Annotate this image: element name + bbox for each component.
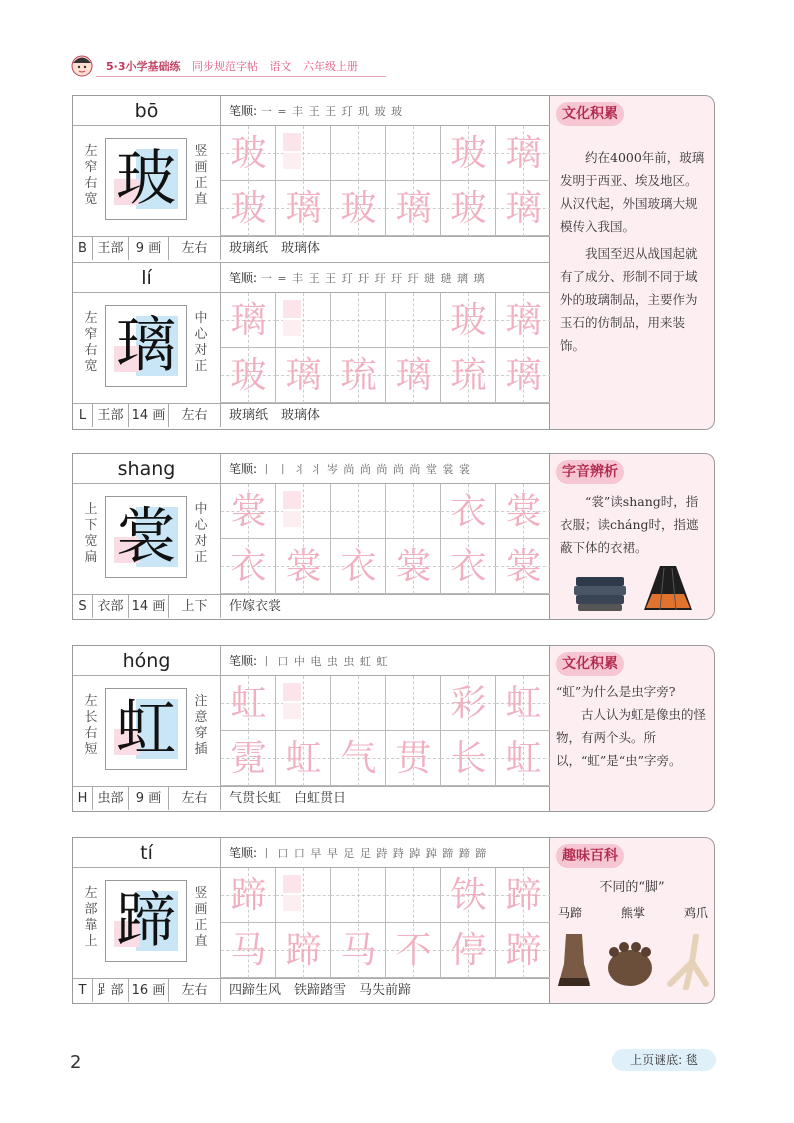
section-hong: [72, 645, 550, 812]
practice-cell[interactable]: [276, 126, 331, 181]
right-tip: 中心对正: [194, 311, 208, 374]
practice-cell[interactable]: [441, 484, 496, 539]
stroke-sequence: 丨 口 口 早 早 足 足 跱 跱 踔 踔 蹄 蹄 蹄: [260, 847, 488, 860]
practice-cell[interactable]: [276, 181, 331, 236]
practice-cell[interactable]: [496, 126, 551, 181]
practice-cell[interactable]: [496, 676, 551, 731]
trace-character: 衣: [450, 546, 487, 587]
pinyin: shang: [73, 454, 221, 484]
trace-character: 气: [340, 738, 377, 779]
skirt-image: [642, 564, 694, 614]
structure: 左右: [169, 979, 221, 1002]
trace-character: 琉: [340, 355, 377, 396]
index-letter: B: [73, 237, 93, 260]
practice-cell[interactable]: [386, 731, 441, 786]
model-character-box: [105, 688, 187, 770]
trace-character: [276, 868, 331, 923]
mascot-icon: [70, 54, 96, 78]
practice-cell[interactable]: [441, 181, 496, 236]
panel-fun: [550, 837, 715, 1004]
model-character: 蹄: [116, 886, 176, 956]
practice-cell[interactable]: [441, 868, 496, 923]
left-tip: 左窄右宽: [84, 311, 98, 374]
panel-culture-2: [550, 645, 715, 812]
character-info: [73, 786, 551, 810]
character-box: [73, 126, 221, 236]
stroke-order: [221, 646, 551, 676]
stroke-count: 14 画: [129, 404, 169, 427]
practice-cell[interactable]: [496, 293, 551, 348]
stroke-count: 9 画: [129, 787, 169, 810]
entry-li: [73, 262, 551, 427]
practice-cell[interactable]: [276, 293, 331, 348]
practice-cell[interactable]: [331, 731, 386, 786]
practice-cell[interactable]: [221, 126, 276, 181]
trace-character: [331, 676, 386, 731]
stroke-label: 笔顺:: [229, 462, 258, 476]
practice-cell[interactable]: [331, 293, 386, 348]
series-name: 5·3小学基础练: [106, 60, 181, 73]
practice-grid: [221, 126, 551, 236]
practice-cell[interactable]: [496, 868, 551, 923]
practice-cell[interactable]: [276, 484, 331, 539]
culture2-text: 古人认为虹是像虫的怪物，有两个头。所以，“虹”是“虫”字旁。: [556, 707, 707, 768]
fun-subtitle: 不同的“脚”: [599, 880, 665, 895]
practice-cell[interactable]: [221, 676, 276, 731]
character-info: [73, 978, 551, 1002]
clothes-image: [572, 569, 628, 613]
chicken-claw-label: 鸡爪: [683, 906, 708, 920]
character-box: [73, 293, 221, 403]
practice-cell[interactable]: [331, 676, 386, 731]
practice-grid: [221, 484, 551, 594]
section-boli: [72, 95, 550, 430]
trace-character: 玻: [230, 133, 267, 174]
trace-character: 贯: [395, 738, 432, 779]
stroke-order: [221, 96, 551, 126]
practice-cell[interactable]: [386, 539, 441, 594]
practice-cell[interactable]: [221, 923, 276, 978]
trace-character: 蹄: [285, 930, 322, 971]
left-tip: 左长右短: [84, 694, 98, 757]
trace-character: 虹: [230, 683, 267, 724]
trace-character: [386, 484, 441, 539]
page-number: 2: [70, 1052, 82, 1073]
entry-bo: [73, 96, 551, 260]
practice-cell[interactable]: [386, 293, 441, 348]
horse-hoof-image: [554, 934, 594, 990]
practice-cell[interactable]: [221, 539, 276, 594]
stroke-order: [221, 263, 551, 293]
page-header: [70, 54, 390, 78]
index-letter: S: [73, 595, 93, 618]
left-tip: 左窄右宽: [84, 144, 98, 207]
panel-culture-1: [550, 95, 715, 430]
pinyin: bō: [73, 96, 221, 126]
practice-cell[interactable]: [276, 539, 331, 594]
practice-cell[interactable]: [386, 868, 441, 923]
practice-grid: [221, 676, 551, 786]
practice-cell[interactable]: [441, 348, 496, 403]
practice-grid: [221, 868, 551, 978]
practice-cell[interactable]: [221, 731, 276, 786]
trace-character: 琉: [450, 355, 487, 396]
word-examples: 玻璃纸 玻璃体: [229, 408, 321, 423]
practice-cell[interactable]: [221, 348, 276, 403]
character-box: [73, 676, 221, 786]
left-tip: 左部靠上: [84, 886, 98, 949]
practice-cell[interactable]: [221, 181, 276, 236]
trace-character: 虹: [505, 683, 542, 724]
trace-character: 玻: [230, 355, 267, 396]
trace-character: 玻: [450, 133, 487, 174]
model-character: 璃: [116, 311, 176, 381]
panel-title: 文化积累: [556, 652, 624, 676]
practice-cell[interactable]: [331, 484, 386, 539]
character-box: [73, 484, 221, 594]
practice-cell[interactable]: [331, 348, 386, 403]
trace-character: [276, 293, 331, 348]
trace-character: 衣: [450, 491, 487, 532]
right-tip: 竖画正直: [194, 886, 208, 949]
index-letter: H: [73, 787, 93, 810]
trace-character: 马: [340, 930, 377, 971]
model-character-box: [105, 138, 187, 220]
trace-character: 虹: [285, 738, 322, 779]
trace-character: 璃: [505, 355, 542, 396]
trace-character: 璃: [395, 188, 432, 229]
practice-cell[interactable]: [496, 539, 551, 594]
practice-cell[interactable]: [496, 731, 551, 786]
culture1-p1: 约在4000年前，玻璃发明于西亚、埃及地区。从汉代起，外国玻璃大规模传入我国。: [560, 150, 705, 234]
trace-character: 霓: [230, 738, 267, 779]
practice-cell[interactable]: [221, 293, 276, 348]
trace-character: 璃: [505, 188, 542, 229]
trace-character: 璃: [395, 355, 432, 396]
practice-cell[interactable]: [441, 676, 496, 731]
trace-character: 璃: [505, 133, 542, 174]
trace-character: 裳: [505, 546, 542, 587]
practice-cell[interactable]: [331, 181, 386, 236]
section-ti: [72, 837, 550, 1004]
stroke-label: 笔顺:: [229, 104, 258, 118]
trace-character: 玻: [230, 188, 267, 229]
stroke-sequence: 丨 丨 丬 丬 岑 尚 尚 尚 尚 尚 堂 裳 裳: [260, 463, 471, 476]
model-character-box: [105, 305, 187, 387]
panel-title: 趣味百科: [556, 844, 624, 868]
practice-cell[interactable]: [386, 923, 441, 978]
practice-cell[interactable]: [331, 126, 386, 181]
practice-cell[interactable]: [441, 923, 496, 978]
trace-character: [276, 676, 331, 731]
stroke-sequence: 一 = 丰 王 王 玎 玑 玻 玻: [260, 105, 404, 118]
subject: 语文: [269, 60, 292, 73]
practice-cell[interactable]: [441, 539, 496, 594]
stroke-count: 16 画: [129, 979, 169, 1002]
word-examples: 玻璃纸 玻璃体: [229, 241, 321, 256]
trace-character: [331, 126, 386, 181]
word-examples: 气贯长虹 白虹贯日: [229, 791, 347, 806]
practice-cell[interactable]: [276, 731, 331, 786]
radical: 衣部: [93, 595, 129, 618]
trace-character: 马: [230, 930, 267, 971]
practice-cell[interactable]: [386, 126, 441, 181]
left-tip: 上下宽扁: [84, 502, 98, 565]
pinyin: hóng: [73, 646, 221, 676]
index-letter: T: [73, 979, 93, 1002]
trace-character: 玻: [450, 300, 487, 341]
sound-text: “裳”读shang时，指衣服；读cháng时，指遮蔽下体的衣裙。: [560, 494, 699, 555]
practice-cell[interactable]: [331, 868, 386, 923]
trace-character: [331, 868, 386, 923]
practice-cell[interactable]: [276, 676, 331, 731]
trace-character: 蹄: [505, 875, 542, 916]
practice-cell[interactable]: [331, 923, 386, 978]
practice-cell[interactable]: [386, 676, 441, 731]
stroke-sequence: 一 = 丰 王 王 玎 玗 玗 玗 玗 琎 琎 璃 璃: [260, 272, 486, 285]
trace-character: 玻: [450, 188, 487, 229]
entry-shang: [73, 454, 551, 618]
index-letter: L: [73, 404, 93, 427]
trace-character: [331, 484, 386, 539]
practice-cell[interactable]: [441, 293, 496, 348]
stroke-label: 笔顺:: [229, 846, 258, 860]
bear-paw-image: [604, 938, 656, 990]
trace-character: [386, 126, 441, 181]
panel-title: 文化积累: [556, 102, 624, 126]
culture2-question: “虹”为什么是虫字旁?: [556, 684, 676, 699]
right-tip: 竖画正直: [194, 144, 208, 207]
practice-cell[interactable]: [386, 348, 441, 403]
right-tip: 注意穿插: [194, 694, 208, 757]
trace-character: 停: [450, 930, 487, 971]
practice-cell[interactable]: [221, 868, 276, 923]
panel-title: 字音辨析: [556, 460, 624, 484]
stroke-count: 9 画: [129, 237, 169, 260]
stroke-order: [221, 838, 551, 868]
practice-cell[interactable]: [276, 923, 331, 978]
model-character: 裳: [116, 502, 176, 572]
pinyin: tí: [73, 838, 221, 868]
word-examples: 作嫁衣裳: [229, 599, 282, 614]
practice-cell[interactable]: [496, 348, 551, 403]
character-info: [73, 236, 551, 260]
chicken-claw-image: [662, 934, 712, 990]
right-tip: 中心对正: [194, 502, 208, 565]
practice-cell[interactable]: [386, 484, 441, 539]
trace-character: 裳: [230, 491, 267, 532]
horse-hoof-label: 马蹄: [558, 906, 583, 920]
model-character: 虹: [116, 694, 176, 764]
stroke-count: 14 画: [129, 595, 169, 618]
practice-cell[interactable]: [221, 484, 276, 539]
trace-character: 铁: [450, 875, 487, 916]
model-character-box: [105, 496, 187, 578]
radical: 王部: [93, 237, 129, 260]
trace-character: 裳: [285, 546, 322, 587]
character-box: [73, 868, 221, 978]
practice-cell[interactable]: [276, 348, 331, 403]
trace-character: 虹: [505, 738, 542, 779]
trace-character: 裳: [395, 546, 432, 587]
culture1-p2: 我国至迟从战国起就有了成分、形制不同于域外的玻璃制品，主要作为玉石的仿制品，用来装饰。: [560, 246, 698, 353]
practice-cell[interactable]: [496, 181, 551, 236]
trace-character: 蹄: [505, 930, 542, 971]
panel-sound: [550, 453, 715, 620]
practice-cell[interactable]: [441, 126, 496, 181]
trace-character: [276, 126, 331, 181]
character-info: [73, 403, 551, 427]
practice-grid: [221, 293, 551, 403]
trace-character: [386, 676, 441, 731]
trace-character: [331, 293, 386, 348]
structure: 左右: [169, 237, 221, 260]
structure: 左右: [169, 404, 221, 427]
trace-character: 长: [450, 738, 487, 779]
bear-paw-label: 熊掌: [620, 906, 645, 920]
practice-cell[interactable]: [276, 868, 331, 923]
trace-character: [386, 868, 441, 923]
trace-character: 璃: [230, 300, 267, 341]
practice-cell[interactable]: [496, 923, 551, 978]
trace-character: 璃: [285, 355, 322, 396]
grade: 六年级上册: [303, 60, 358, 73]
trace-character: 玻: [340, 188, 377, 229]
stroke-sequence: 丨 口 中 电 虫 虫 虹 虹: [260, 655, 389, 668]
trace-character: 璃: [505, 300, 542, 341]
entry-hong: [73, 646, 551, 810]
structure: 上下: [169, 595, 221, 618]
model-character-box: [105, 880, 187, 962]
stroke-label: 笔顺:: [229, 271, 258, 285]
trace-character: 裳: [505, 491, 542, 532]
practice-cell[interactable]: [441, 731, 496, 786]
section-shang: [72, 453, 550, 620]
riddle-answer: 上页谜底: 毯: [612, 1049, 716, 1071]
radical: 虫部: [93, 787, 129, 810]
practice-cell[interactable]: [331, 539, 386, 594]
book-name: 同步规范字帖: [192, 60, 258, 73]
trace-character: 衣: [340, 546, 377, 587]
radical: 王部: [93, 404, 129, 427]
trace-character: 衣: [230, 546, 267, 587]
trace-character: [386, 293, 441, 348]
entry-ti: [73, 838, 551, 1002]
radical: 𧾷部: [93, 979, 129, 1002]
pinyin: lí: [73, 263, 221, 293]
trace-character: 璃: [285, 188, 322, 229]
trace-character: 不: [395, 930, 432, 971]
structure: 左右: [169, 787, 221, 810]
practice-cell[interactable]: [386, 181, 441, 236]
character-info: [73, 594, 551, 618]
stroke-order: [221, 454, 551, 484]
trace-character: 蹄: [230, 875, 267, 916]
trace-character: [276, 484, 331, 539]
model-character: 玻: [116, 144, 176, 214]
trace-character: 彩: [450, 683, 487, 724]
practice-cell[interactable]: [496, 484, 551, 539]
word-examples: 四蹄生风 铁蹄踏雪 马失前蹄: [229, 983, 412, 998]
stroke-label: 笔顺:: [229, 654, 258, 668]
